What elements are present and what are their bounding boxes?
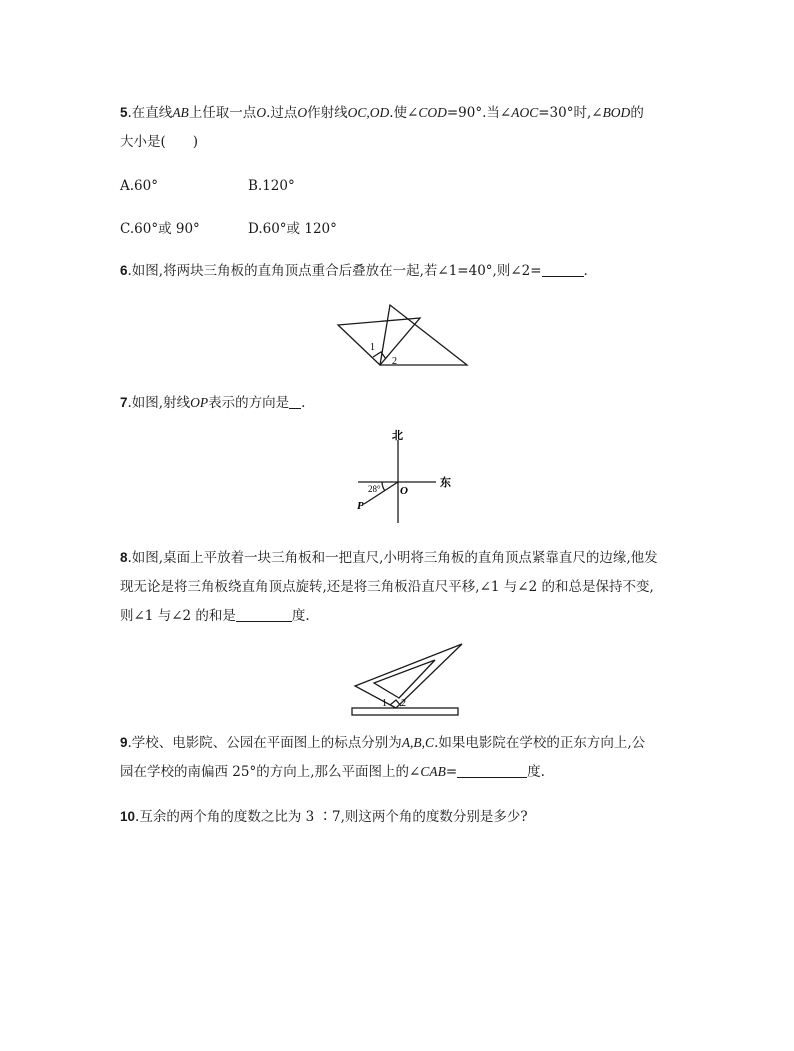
north-label: 北 [392, 430, 403, 442]
point-name: O [256, 105, 267, 120]
point-p-label: P [357, 500, 364, 512]
option-a: A.60° [120, 178, 158, 194]
text: 度. [291, 608, 310, 624]
q8-line3 [120, 607, 310, 625]
q10-line [120, 808, 528, 826]
question-number: 9 [120, 735, 128, 750]
text: = [445, 764, 458, 780]
text: . [583, 263, 588, 279]
text: .如图,射线 [127, 395, 191, 411]
text: .互余的两个角的度数之比为 3 ∶7,则这两个角的度数分别是多少? [135, 809, 528, 825]
angle-label-1: 1 [370, 342, 375, 353]
angle-label-1: 1 [382, 698, 387, 709]
text: .学校、电影院、公园在平面图上的标点分别为 [127, 735, 402, 751]
question-number: 10 [120, 809, 136, 824]
question-number: 5 [120, 105, 128, 120]
text: .使∠ [389, 105, 419, 121]
q9-line2 [120, 763, 545, 781]
angle-label-2: 2 [392, 356, 397, 367]
q7-compass-figure [350, 428, 462, 526]
text: .如图,将两块三角板的直角顶点重合后叠放在一起,若∠1=40°,则∠2= [127, 263, 542, 279]
text: 上任取一点 [188, 105, 257, 121]
text: 度. [527, 764, 545, 780]
question-number: 7 [120, 395, 128, 410]
q7-line [120, 394, 305, 412]
answer-blank[interactable] [457, 763, 527, 778]
text: 的 [630, 105, 644, 121]
q5-line1 [120, 104, 644, 122]
q6-line [120, 262, 588, 280]
q6-figure [330, 300, 475, 372]
q8-line2: 现无论是将三角板绕直角顶点旋转,还是将三角板沿直尺平移,∠1 与∠2 的和总是保持不变, [120, 579, 654, 595]
angle-label-28: 28° [368, 484, 381, 494]
angle-arc [382, 482, 385, 491]
answer-blank[interactable] [236, 607, 292, 622]
answer-blank[interactable] [542, 262, 584, 277]
option-c: C.60°或 90° [120, 221, 200, 237]
right-angle-mark [373, 352, 386, 359]
ray-names: OC,OD [347, 105, 390, 120]
east-label: 东 [440, 477, 451, 489]
angle-name: COD [418, 105, 447, 120]
text: 园在学校的南偏西 25°的方向上,那么平面图上的∠ [120, 764, 421, 780]
angle-name: AOC [511, 105, 539, 120]
text: .在直线 [127, 105, 173, 121]
angle-name: BOD [602, 105, 631, 120]
text: 则∠1 与∠2 的和是 [120, 608, 236, 624]
text: .如图,桌面上平放着一块三角板和一把直尺,小明将三角板的直角顶点紧靠直尺的边缘,他发 [127, 550, 658, 566]
option-d: D.60°或 120° [248, 221, 337, 237]
ray-name: OP [190, 395, 209, 410]
text: =30°时,∠ [538, 105, 603, 121]
angle-name: CAB [420, 764, 446, 779]
point-name: O [297, 105, 308, 120]
ruler [352, 708, 458, 715]
angle-label-2: 2 [401, 698, 406, 709]
question-number: 8 [120, 550, 128, 565]
q8-line1 [120, 549, 658, 567]
q9-line1 [120, 734, 645, 752]
text: .如果电影院在学校的正东方向上,公 [434, 735, 646, 751]
option-b: B.120° [248, 178, 295, 194]
point-o-label: O [400, 485, 408, 497]
q8-figure [348, 642, 464, 718]
text: 表示的方向是 [208, 395, 290, 411]
line-name: AB [172, 105, 189, 120]
question-number: 6 [120, 263, 128, 278]
text: =90°.当∠ [446, 105, 512, 121]
q5-line2: 大小是( ) [120, 134, 199, 150]
text: 作射线 [307, 105, 348, 121]
point-names: A,B,C [401, 735, 435, 750]
answer-blank[interactable] [289, 394, 301, 409]
triangle-left [338, 318, 420, 365]
set-square-outer [355, 644, 462, 708]
text: . [301, 395, 306, 411]
text: .过点 [266, 105, 298, 121]
